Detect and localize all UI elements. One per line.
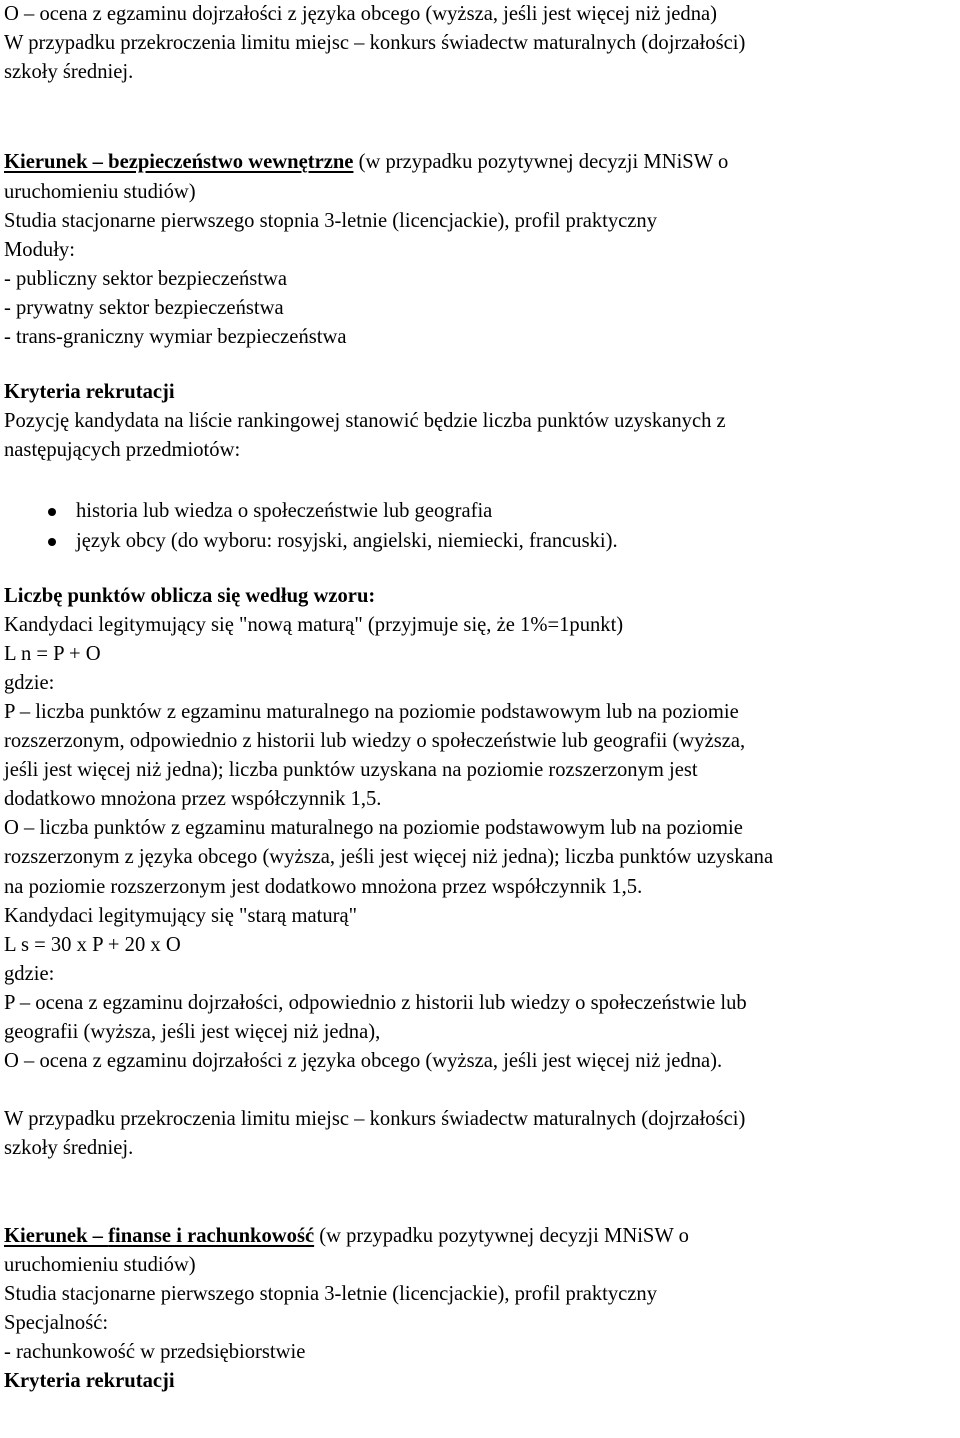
bullet-icon — [48, 538, 56, 546]
document-page — [4, 0, 958, 1396]
criteria-heading: Kryteria rekrutacji — [4, 1370, 175, 1393]
text-line: uruchomieniu studiów) — [4, 180, 196, 203]
formula: L s = 30 x P + 20 x O — [4, 933, 181, 956]
formula-heading: Liczbę punktów oblicza się według wzoru: — [4, 584, 376, 607]
text-line: rozszerzonym z języka obcego (wyższa, jeśli jest więcej niż jedna); liczba punktów uzyskana — [4, 846, 774, 869]
text-line: O – liczba punktów z egzaminu maturalnego na poziomie podstawowym lub na poziomie — [4, 817, 743, 840]
section-title: Kierunek – bezpieczeństwo wewnętrzne — [4, 151, 354, 174]
subject-list — [4, 497, 958, 555]
text-line: dodatkowo mnożona przez współczynnik 1,5. — [4, 788, 382, 811]
text-line: O – ocena z egzaminu dojrzałości z języka obcego (wyższa, jeśli jest więcej niż jedna). — [4, 1050, 723, 1073]
text-line: W przypadku przekroczenia limitu miejsc – konkurs świadectw maturalnych (dojrzałości) — [4, 32, 746, 55]
text-line: jeśli jest więcej niż jedna); liczba punktów uzyskana na poziomie rozszerzonym jest — [4, 759, 698, 782]
text-line: O – ocena z egzaminu dojrzałości z języka obcego (wyższa, jeśli jest więcej niż jedna) — [4, 3, 718, 25]
text-line: szkoły średniej. — [4, 61, 134, 84]
section-title: finanse i rachunkowość — [108, 1224, 315, 1247]
section-heading — [4, 1222, 958, 1251]
section-finanse — [4, 1222, 958, 1397]
text-line: P – liczba punktów z egzaminu maturalnego na poziomie podstawowym lub na poziomie — [4, 700, 739, 723]
specialty-label: Specjalność: — [4, 1311, 109, 1334]
text-line: na poziomie rozszerzonym jest dodatkowo mnożona przez współczynnik 1,5. — [4, 875, 643, 898]
text-line: gdzie: — [4, 671, 55, 694]
text-line: rozszerzonym, odpowiednio z historii lub wiedzy o społeczeństwie lub geografii (wyższa, — [4, 730, 746, 753]
text-line: gdzie: — [4, 962, 55, 985]
module-item: - trans-graniczny wymiar bezpieczeństwa — [4, 326, 347, 349]
text-line: następujących przedmiotów: — [4, 439, 241, 462]
text-line: geografii (wyższa, jeśli jest więcej niż jedna), — [4, 1021, 381, 1043]
section-heading-note: (w przypadku pozytywnej decyzji MNiSW o — [353, 151, 729, 174]
section-heading-note: (w przypadku pozytywnej decyzji MNiSW o — [314, 1224, 689, 1247]
bullet-icon — [48, 508, 56, 516]
section-heading — [4, 148, 958, 177]
module-item: - prywatny sektor bezpieczeństwa — [4, 296, 284, 319]
study-type: Studia stacjonarne pierwszego stopnia 3-letnie (licencjackie), profil praktyczny — [4, 1282, 658, 1305]
module-item: - publiczny sektor bezpieczeństwa — [4, 267, 288, 290]
text-line: Kandydaci legitymujący się "starą maturą" — [4, 904, 358, 927]
text-line: Pozycję kandydata na liście rankingowej stanowić będzie liczba punktów uzyskanych z — [4, 410, 726, 433]
text-line: Kandydaci legitymujący się "nową maturą" (przyjmuje się, że 1%=1punkt) — [4, 613, 624, 636]
section-bezpieczenstwo — [4, 148, 958, 1163]
section-title-prefix: Kierunek – — [4, 1224, 109, 1247]
top-fragment — [4, 0, 958, 87]
text-line: szkoły średniej. — [4, 1137, 134, 1160]
list-item: historia lub wiedza o społeczeństwie lub geografia — [4, 497, 958, 526]
list-item: język obcy (do wyboru: rosyjski, angielski, niemiecki, francuski). — [4, 527, 958, 556]
text-line: W przypadku przekroczenia limitu miejsc – konkurs świadectw maturalnych (dojrzałości) — [4, 1108, 746, 1131]
specialty-item: - rachunkowość w przedsiębiorstwie — [4, 1341, 306, 1364]
modules-label: Moduły: — [4, 238, 75, 261]
study-type: Studia stacjonarne pierwszego stopnia 3-letnie (licencjackie), profil praktyczny — [4, 209, 658, 232]
criteria-heading: Kryteria rekrutacji — [4, 381, 175, 404]
text-line: uruchomieniu studiów) — [4, 1253, 196, 1276]
formula: L n = P + O — [4, 642, 101, 665]
text-line: P – ocena z egzaminu dojrzałości, odpowiednio z historii lub wiedzy o społeczeństwie lub — [4, 991, 747, 1014]
